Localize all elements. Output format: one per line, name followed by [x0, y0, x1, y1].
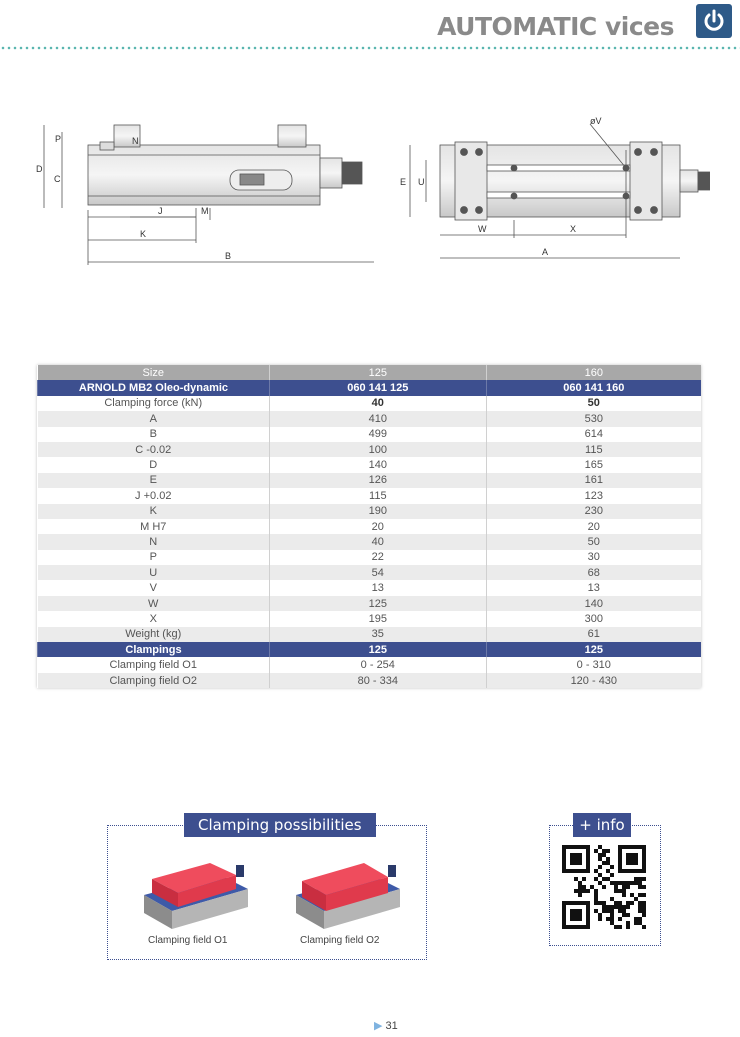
row-value: 140 — [270, 457, 487, 472]
row-label: B — [149, 428, 157, 441]
dim-label-d: D — [36, 164, 43, 174]
row-label: Clamping force (kN) — [104, 397, 203, 410]
table-row — [38, 488, 702, 503]
row-value: 614 — [486, 427, 701, 442]
row-value: 230 — [486, 504, 701, 519]
row-label: U — [38, 565, 270, 580]
row-value: 35 — [270, 627, 487, 642]
row-value: 20 — [486, 519, 701, 534]
row-label: Size — [38, 365, 270, 380]
row-label: W — [38, 596, 270, 611]
row-value: 499 — [270, 427, 487, 442]
page-number — [374, 1019, 398, 1032]
row-value: 165 — [486, 457, 701, 472]
table-row — [38, 427, 702, 442]
row-value: 060 141 160 — [486, 380, 701, 395]
row-label: E — [38, 473, 270, 488]
row-value: 120 - 430 — [486, 673, 701, 688]
dim-label-b: B — [225, 251, 232, 261]
row-label: M H7 — [140, 520, 167, 533]
dim-label-a: A — [542, 247, 549, 257]
dim-label-e: E — [400, 177, 407, 187]
table-row — [38, 596, 702, 611]
dim-label-j: J — [158, 206, 163, 216]
table-row — [38, 550, 702, 565]
dim-label-n: N — [132, 136, 139, 146]
table-row — [38, 580, 702, 595]
dim-label-p: P — [55, 134, 62, 144]
row-label: D — [149, 459, 158, 472]
dim-label-m: M — [201, 206, 209, 216]
row-label: C -0.02 — [38, 442, 270, 457]
row-value: 126 — [270, 473, 487, 488]
technical-drawing — [30, 110, 710, 270]
row-label: N — [38, 534, 270, 549]
table-row — [38, 642, 702, 657]
row-value: 40 — [270, 534, 487, 549]
clamping-possibilities-title: Clamping possibilities — [184, 813, 376, 837]
arrow-icon: ▶ — [374, 1020, 383, 1032]
row-label: Clampings — [38, 642, 270, 657]
row-value: 115 — [486, 442, 701, 457]
table-row — [38, 411, 702, 426]
table-row — [38, 519, 702, 534]
row-value: 13 — [270, 580, 487, 595]
table-row — [38, 442, 702, 457]
dim-label-x: X — [570, 224, 577, 234]
dim-label-w: W — [478, 224, 487, 234]
table-row — [38, 473, 702, 488]
row-label: ARNOLD MB2 Oleo-dynamic — [38, 380, 270, 395]
row-value: 100 — [270, 442, 487, 457]
row-value: 30 — [486, 550, 701, 565]
row-value: 190 — [270, 504, 487, 519]
row-value: 68 — [486, 565, 701, 580]
row-value: 300 — [486, 611, 701, 626]
row-label: Clamping field O1 — [109, 659, 197, 672]
row-label: X — [149, 612, 157, 625]
row-value: 530 — [486, 411, 701, 426]
power-icon — [696, 4, 732, 38]
qr-code[interactable] — [562, 845, 646, 929]
row-value: 125 — [486, 642, 701, 657]
row-label: V — [149, 582, 157, 595]
table-row — [38, 380, 702, 395]
row-value: 0 - 254 — [270, 657, 487, 672]
table-row — [38, 396, 702, 411]
row-value: 50 — [486, 534, 701, 549]
table-row — [38, 534, 702, 549]
row-value: 195 — [270, 611, 487, 626]
row-value: 13 — [486, 580, 701, 595]
row-value: 50 — [486, 396, 701, 411]
row-value: 61 — [486, 627, 701, 642]
vice-image-field-1 — [140, 855, 250, 933]
row-value: 160 — [486, 365, 701, 380]
row-value: 54 — [270, 565, 487, 580]
row-value: 40 — [270, 396, 487, 411]
table-row — [38, 657, 702, 672]
table-row — [38, 504, 702, 519]
row-value: 125 — [270, 596, 487, 611]
page-number-value: 31 — [385, 1020, 398, 1032]
row-label: Clamping field O2 — [38, 673, 270, 688]
dim-label-c: C — [54, 174, 61, 184]
row-value: 140 — [486, 596, 701, 611]
dim-label-k: K — [140, 229, 147, 239]
row-value: 060 141 125 — [270, 380, 487, 395]
row-label: P — [149, 551, 157, 564]
clamping-caption-1: Clamping field O1 — [148, 935, 228, 946]
row-value: 161 — [486, 473, 701, 488]
row-value: 410 — [270, 411, 487, 426]
row-label: J +0.02 — [135, 489, 172, 502]
table-row — [38, 627, 702, 642]
table-row — [38, 565, 702, 580]
row-label: K — [38, 504, 270, 519]
row-value: 125 — [270, 365, 487, 380]
row-label: Weight (kg) — [38, 627, 270, 642]
row-value: 125 — [270, 642, 487, 657]
clamping-caption-2: Clamping field O2 — [300, 935, 380, 946]
row-value: 20 — [270, 519, 487, 534]
vice-image-field-2 — [292, 855, 402, 933]
dim-label-v: øV — [590, 116, 602, 126]
dim-label-u: U — [418, 177, 425, 187]
row-value: 80 - 334 — [270, 673, 487, 688]
info-title: + info — [573, 813, 631, 837]
row-value: 22 — [270, 550, 487, 565]
table-row — [38, 673, 702, 688]
row-value: 123 — [486, 488, 701, 503]
table-row — [38, 611, 702, 626]
table-row — [38, 457, 702, 472]
row-value: 0 - 310 — [486, 657, 701, 672]
table-row — [38, 365, 702, 380]
dotted-divider — [0, 46, 740, 50]
spec-table — [37, 365, 701, 688]
page-title: AUTOMATIC vices — [437, 12, 674, 41]
row-label: A — [38, 411, 270, 426]
row-value: 115 — [270, 488, 487, 503]
